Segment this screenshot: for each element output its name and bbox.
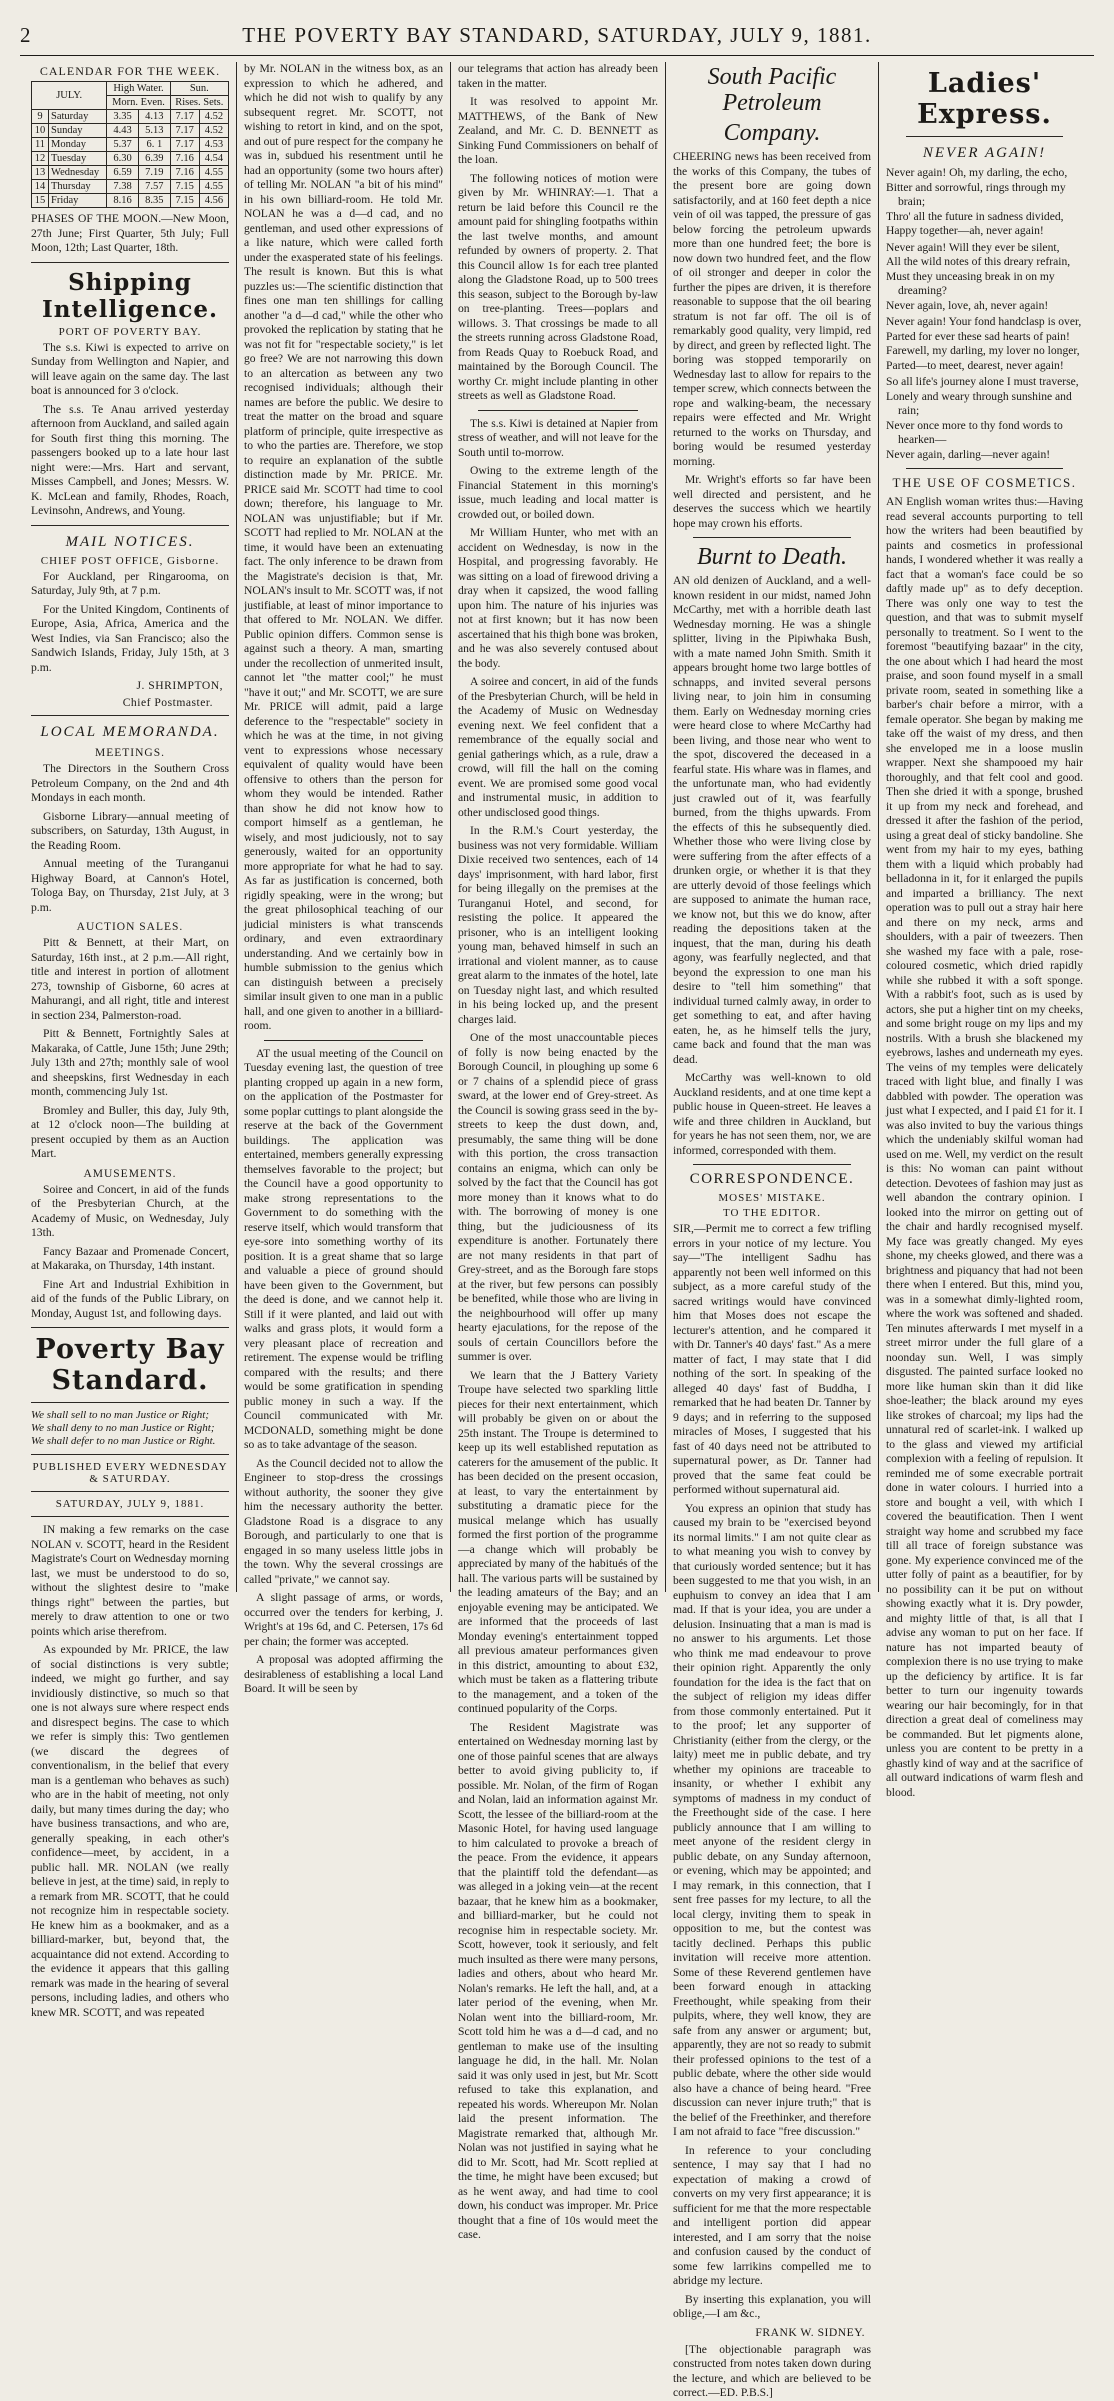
local-paragraph: Bromley and Buller, this day, July 9th, at 12 o'clock noon—The building at present occupied by them as an Auction Mart. — [31, 1103, 229, 1160]
column-2 — [236, 62, 450, 1695]
local-paragraph: Soiree and Concert, in aid of the funds of the Presbyterian Church, at the Academy of Music, on Wednesday, July 13th. — [31, 1182, 229, 1239]
divider — [264, 1040, 423, 1041]
news-paragraph: Mr William Hunter, who met with an accident on Wednesday, is now in the Hospital, and progressing favorably. He was sitting on a load of firewood driving a dray when it capsized, the wood falling upon him. The nature of his injuries was not at first known; but it has now been ascertained that his thigh bone was broken, and he was also severely contused about the body. — [458, 526, 658, 670]
burnt-paragraph: AN old denizen of Auckland, and a well-known resident in our midst, named John McCarthy, met with a horrible death last Wednesday morning. He was a shingle splitter, living in the Pipiwhaka Bush, with a mate named John Smith. Smith it appears brought home two large bottles of schnapps, and invited several persons living near, to join him in consuming them. Early on Wednesday morning cries were heard close to where McCarthy had been living, and those near who went to the spot, discovered the deceased in a fearful state. His whare was in flames, and the unfortunate man, who had evidently just crawled out of it, was fearfully burned, from the thighs upwards. From the effects of this he subsequently died. Whether those who were living close by were suffering from the after effects of a drunken orgie, or whether it is that they are utterly devoid of those feelings which are supposed to animate the human race, we know not, but this we do know, after reading the depositions taken at the inquest, that the man, during his death agony, was fearfully neglected, and that beyond the expression to one man his desire to "tell him something" that individual turned calmly away, in order to get something to eat, and after having eaten, he, as he himself tells the jury, came back and found that the man was dead. — [673, 574, 871, 1066]
news-paragraph: Owing to the extreme length of the Financial Statement in this morning's issue, much leading and local matter is crowded out, or boiled down. — [458, 464, 658, 521]
table-row: 12 Tuesday 6.30 6.39 7.16 4.54 — [32, 152, 229, 166]
moon-phases: PHASES OF THE MOON.—New Moon, 27th June; First Quarter, 5th July; Full Moon, 12th; Last Quarter, 18th. — [31, 212, 229, 254]
letter-paragraph: You express an opinion that study has caused my brain to be "exercised beyond its normal limits." I am not quite clear as to what meaning you wish to convey by that curiously worded sentence; but it has been suggested to me that you wish, in an euphuism to convey an idea that I am mad. If that is your idea, you are under a delusion. Insinuating that a man is mad is no answer to his arguments. Let those who think me mad endeavour to prove their opinion right. Apparently the only foundation for the idea is the fact that on the subject of religion my ideas differ from those commonly entertained. Put it to the proof; let any supporter of Christianity (either from the clergy, or the laity) meet me in public debate, and try whether my opinions are traceable to insanity, or whether I exhibit any symptoms of madness in my conduct of the Freethought side of the case. I here publicly announce that I am willing to meet anyone of the resident clergy in public debate, on any Sunday afternoon, or evening, which may be appointed; and I may remark, in this connection, that I sent free passes for my lecture, to all the local clergy, inviting them to speak in opposition to me, but the contest was tacitly declined. Perhaps this public invitation will receive more attention. Some of these Reverend gentlemen have been forward enough in attacking Freethought, while speaking from their pulpits, where, they well know, they are safe from any answer or argument; but, apparently, they are not so ready to submit their professed opinions to the test of a public debate, where the other side would also have a chance of being heard. "Free discussion can never injure truth;" that is the belief of the Freethinker, and therefore I am not afraid to face "free discussion." — [673, 1501, 871, 2138]
petroleum-heading: South Pacific Petroleum — [707, 64, 837, 116]
editorial-paragraph: As expounded by Mr. PRICE, the law of social distinctions is very subtle; indeed, we might go further, and say invidiously distinctive, so much so that one is not always sure where respect ends and disrespect begins. The case to which we refer is simply this: Two gentlemen (we discard the degrees of conventionalism, in the belief that every man is a gentleman who behaves as such) who are in the habit of meeting, not only daily, but many times during the day; who have business transactions, and who are, generally speaking, in each other's confidence—meet, by accident, in a public hall. MR. NOLAN (we really believe in jest, at the time) said, in reply to a remark from MR. SCOTT, that he could not recognize him in respectable society. He knew him as a bookmaker, and as a billiard-marker, but, beyond that, the acquaintance did not extend. According to the evidence it appears that this galling remark was made in the hearing of several persons, including ladies, and others who knew MR. SCOTT, and was repeated — [31, 1643, 230, 2019]
page-number: 2 — [20, 22, 32, 47]
letter-paragraph: SIR,—Permit me to correct a few trifling errors in your notice of my lecture. You say—"The intelligent Sadhu has apparently not been well informed on this subject, as a more careful study of the sacred writings would have convinced him that Moses does not escape the lecturer's attention, and he compared it with Dr. Tanner's 40 days' fast." As a mere matter of fact, I may state that I did nothing of the sort. In speaking of the alleged 40 days' fast of Buddha, I remarked that he had beaten Dr. Tanner by 9 days; and in referring to the supposed miracles of Moses, I suggested that his fast of 40 days need not be attributed to supernatural power, as Dr. Tanner had proved that the same feat could be performed without supernatural aid. — [673, 1222, 871, 1496]
divider — [906, 468, 1063, 469]
petroleum-heading-line2: Company. — [723, 120, 821, 146]
divider — [31, 1327, 229, 1328]
editorial-paragraph: IN making a few remarks on the case NOLAN v. SCOTT, heard in the Resident Magistrate's Court on Wednesday morning last, we must be understood to do so, without the slightest desire to "make things right" between the parties, but merely to draw attention to one or two points which arise therefrom. — [31, 1523, 230, 1638]
news-paragraph: The s.s. Kiwi is detained at Napier from stress of weather, and will not leave for the South until to-morrow. — [458, 416, 658, 459]
motto-line: We shall deny to no man Justice or Right; — [31, 1422, 215, 1434]
shipping-paragraph: The s.s. Te Anau arrived yesterday afternoon from Auckland, and sailed again for South first thing this morning. The passengers booked up to a late hour last night were:—Mrs. Hart and servant, Misses Campbell, and Jones; Messrs. W. K. McLean and family, Rhodes, Roach, Levinsohn, Andrews, and Young. — [31, 402, 229, 517]
column-5 — [878, 62, 1090, 1799]
letter-signature: FRANK W. SIDNEY. — [755, 2325, 865, 2339]
news-paragraph: The following notices of motion were given by Mr. WHINRAY:—1. That a return be laid before this Council re the amount paid for shingling footpaths within the last twelve months, and amount refunded by owners of property. 2. That this Council allow 1s for each tree planted along the Gladstone Road, up to 500 trees this season, subject to the Borough by-law on tree-planting. Trees—poplars and willows. 3. That crossings be made to all the streets running across Gladstone Road, from Reads Quay to Roebuck Road, and maintained by the Borough Council. The worthy Cr. might include planting in other streets as well as Gladstone Road. — [458, 171, 658, 402]
cal-head-sun: Sun. — [170, 82, 228, 96]
motto-line: We shall sell to no man Justice or Right; — [31, 1409, 210, 1421]
poem-stanza: Never again! Your fond handclasp is over, Parted for ever these sad hearts of pain! Farewell, my darling, my lover no longer, Parted—to meet, dearest, never again! — [886, 315, 1082, 372]
masthead-rule — [20, 55, 1094, 56]
published-line: PUBLISHED EVERY WEDNESDAY & SATURDAY. — [32, 1461, 228, 1485]
table-row: 15 Friday 8.16 8.35 7.15 4.56 — [32, 194, 229, 208]
table-row: 14 Thursday 7.38 7.57 7.15 4.55 — [32, 180, 229, 194]
auction-subheading: AUCTION SALES. — [76, 921, 184, 933]
local-heading: LOCAL MEMORANDA. — [40, 724, 220, 740]
editorial-paragraph: by Mr. NOLAN in the witness box, as an expression to which he adhered, and which he did not wish to qualify by any subsequent regret. Mr. SCOTT, not wishing to retort in kind, and on the spot, and out of pure respect for the company he was in, subdued his resentment until he had an opportunity (some two hours after) of telling Mr. NOLAN "a bit of his mind" in his own billiard-room. He told Mr. NOLAN he was a d—d cad, and no gentleman, and used other expressions of a like nature, which were called forth under the exasperated state of his feelings. The result is known. But this is what puzzles us:—The scientific distinction that fines one man ten shillings for calling another "a d—d cad," while the other who provoked the replication by stating that he was not fit for "respectable society," is let go free? We are not narrowing this down to an altercation as between any two recognised individuals; although their names are before the public. We desire to treat the matter on the broad and square platform of principle, quite irrespective as to who the parties are. Therefore, we stop to require an explanation of the subtle distinction made by Mr. PRICE. Mr. PRICE said Mr. SCOTT had time to cool down; therefore, his language to Mr. NOLAN was unjustifiable; but if Mr. SCOTT had replied to Mr. NOLAN at the time, it would have been an extenuating fact. The only inference to be drawn from the Magistrate's decision is that, Mr. NOLAN's insult to Mr. SCOTT was, if not justifiable, at least of minor importance to that offered to Mr. NOLAN. We differ. Public opinion differs. Common sense is against such a theory. A man, smarting under the recollection of unmerited insult, cannot let "the matter cool;" he must "have it out;" and Mr. SCOTT, we are sure Mr. PRICE will admit, paid a large deference to the "respectable" society in which he was at the time, in not giving vent to expressions whose necessary equivalent of quality would have been offensive to others than the person for whom they would be intended. Rather than show he did not know how to comport himself as a gentleman, he wisely, and most judiciously, not to say generously, waited for an opportunity more appropriate for what he had to say. As far as justification is concerned, both rigidly speaking, were in the wrong; but the great philosophical teaching of our judicial ministers is what transcends ordinary, and even extraordinary understanding. And we certainly bow in humble submission to the genius which can distinguish between a precisely similar insult given to one man in a public hall, and one given to another in a billiard-room. — [244, 62, 443, 1032]
mail-office: CHIEF POST OFFICE, Gisborne. — [40, 554, 220, 567]
cal-head-rises-sets: Rises. Sets. — [170, 96, 228, 110]
mail-paragraph: For Auckland, per Ringarooma, on Saturday, July 9th, at 7 p.m. — [31, 569, 229, 597]
mistake-heading: MOSES' MISTAKE. — [718, 1192, 826, 1204]
column-3 — [450, 62, 665, 2241]
divider — [693, 537, 851, 538]
divider — [478, 410, 638, 411]
mail-signer-title: Chief Postmaster. — [122, 696, 213, 709]
local-paragraph: Annual meeting of the Turanganui Highway Board, at Cannon's Hotel, Tologa Bay, on Thursday, 21st July, at 3 p.m. — [31, 857, 229, 914]
cal-head-month: JULY. — [32, 82, 107, 110]
cal-head-high-water: High Water. — [107, 82, 170, 96]
news-paragraph: It was resolved to appoint Mr. MATTHEWS, of the Bank of New Zealand, and Mr. C. D. BENNETT as Sinking Fund Commissioners on behalf of the loan. — [458, 95, 658, 166]
cal-head-morn-even: Morn. Even. — [107, 96, 170, 110]
editor-note: [The objectionable paragraph was constructed from notes taken down during the lecture, and which are believed to be correct.—ED. P.B.S.] — [673, 2342, 871, 2399]
burnt-heading: Burnt to Death. — [697, 544, 847, 570]
letter-paragraph: In reference to your concluding sentence, I may say that I had no expectation of making a crowd of converts on my very first appearance; it is sufficient for me that the more respectable and intelligent portion did appear interested, and I am sorry that the noise and confusion caused by the conduct of some few larrikins compelled me to abridge my lecture. — [673, 2143, 871, 2287]
cosmetics-paragraph: AN English woman writes thus:—Having read several accounts purporting to tell how the writers had been beautified by paints and cosmetics in professional hands, I wondered whether it was really a fact that a woman's face could be so daftly made up" as to defy deception. There was only one way to test the question, and that was to submit myself personally to treatment. So I went to the foremost "beautifying bazaar" in the city, the one about which I had heard the most praise, and soon found myself in a small private room, seated in something like a barber's chair before a mirror, with a female operator. She began by making me take off the waist of my dress, and then she enveloped me in a loose muslin wrapper. Next she shampooed my hair thoroughly, and that felt cool and good. Then she dried it with a sponge, brushed it up from my neck and forehead, and dressed it after the fashion of the period, using a great deal of sticky bandoline. She went from my hair to my eyes, bathing them with a liquid which probably had belladonna in it, for it enlarged the pupils and imparted a brilliancy. The next operation was to pull out a stray hair here and there on my neck, arms and shoulders, with a pair of tweezers. Then she washed my face with a pale, rose-coloured cosmetic, which dried rapidly while she rubbed it with a soft sponge. With a rabbit's foot, such as is used by actors, she put a higher tint on my cheeks, and some bright rouge on my lips and my nostrils. With a brush she blackened my eyebrows, lashes and underneath my eyes. The veins of my temples were delicately traced with light blue, and finally I was dabbled with powder. The operation was just what I expected, and I paid £1 for it. I was also invited to buy the various things which the undeniably skilful woman had used on me. Well, my verdict on the result is this: No woman can paint without detection. Devotees of fashion may just as well abandon the contrary opinion. I looked into the mirror on getting out of the chair and hardly recognised myself. My face was greatly changed. My eyes shone, my cheeks glowed, and there was a brightness and piquancy that had not been there when I entered. But this, mind you, was in a somewhat dimly-lighted room, where the work was softened and shaded. Ten minutes afterwards I met myself in a street mirror under the full glare of a noonday sun. Well, I was simply disgusted. The painted surface looked no more like human skin than it did like shoe-leather; the black around my eyes like strokes of charcoal; my lips had the unnatural red of scarlet-ink. I walked up to the glass and viewed my artificial complexion with a feeling of repulsion. It reminded me of some execrable portrait done in water colours. I hurried into a store and bought a veil, with which I covered the beautification. Then I went straight way home and scrubbed my face till all trace of foreign substance was gone. My experience convinced me of the utter folly of paint as a beautifier, for by no possibility can it be put on without showing exactly what it is. Dry powder, and mighty little of that, is all that I advise any woman to put on her face. If nature has not imparted beauty of complexion there is no use trying to make up the deficiency by artifice. It is far better to turn our ingenuity towards wearing our hair becomingly, for in that direction a great deal of comeliness may be commanded. But let pigments alone, unless you are content to be pretty in a ghastly kind of way and at the sacrifice of all outward indications of warm flesh and blood. — [886, 495, 1083, 1799]
mail-signer: J. SHRIMPTON, — [136, 679, 223, 692]
petroleum-paragraph: CHEERING news has been received from the works of this Company, the tubes of the present bore are going down satisfactorily, and at 160 feet depth a nice vein of oil was tapped, the pressure of gas below forcing the petroleum upwards more than one hundred feet; the bore is now down two hundred feet, and the flow of oil stronger and deeper in color the further the pipes are driven, it is therefore reasonable to suppose that the oil bearing stratum is not far off. The oil is of remarkably good quality, very limpid, red by direct, and green by reflected light. The boring was stopped temporarily on Wednesday last to allow for repairs to the temper screw, which connects between the rope and walking-beam, the necessary repairs were effected and Mr. Wright returned to the works on Thursday, and boring would be resumed yesterday morning. — [673, 150, 871, 468]
poem-stanza: So all life's journey alone I must traverse, Lonely and weary through sunshine and rain; Never once more to thy fond words to hearken— Never again, darling—never again! — [886, 375, 1079, 461]
cosmetics-heading: THE USE OF COSMETICS. — [892, 475, 1077, 490]
correspondence-heading: CORRESPONDENCE. — [689, 1171, 855, 1187]
standard-heading: Poverty Bay Standard. — [35, 1334, 225, 1396]
letter-paragraph: By inserting this explanation, you will oblige,—I am &c., — [673, 2292, 871, 2320]
amusements-subheading: AMUSEMENTS. — [83, 1167, 177, 1180]
council-paragraph: A proposal was adopted affirming the desirableness of establishing a local Land Board. It will be seen by — [244, 1653, 443, 1695]
news-paragraph: In the R.M.'s Court yesterday, the business was not very formidable. William Dixie received two sentences, each of 14 days' imprisonment, with hard labor, first for being illegally on the premises at the Turanganui Hotel, and second, for resisting the police. It appeared the prisoner, who is an intelligent looking young man, behaved himself in such an irrational and violent manner, as to cause great alarm to the inmates of the hotel, late on Tuesday night last, and which resulted in his being locked up, and the present charges laid. — [458, 824, 658, 1026]
divider — [31, 715, 229, 716]
shipping-paragraph: The s.s. Kiwi is expected to arrive on Sunday from Wellington and Napier, and will leave again on the same day. The last boat is announced for 3 o'clock. — [31, 340, 229, 397]
table-row: 10 Sunday 4.43 5.13 7.17 4.52 — [32, 124, 229, 138]
shipping-heading: Shipping Intelligence. — [41, 268, 219, 323]
table-row: 9 Saturday 3.35 4.13 7.17 4.52 — [32, 110, 229, 124]
divider — [31, 1402, 229, 1403]
news-paragraph: our telegrams that action has already been taken in the matter. — [458, 62, 658, 90]
divider — [693, 1164, 851, 1165]
divider — [31, 1516, 229, 1517]
mail-heading: MAIL NOTICES. — [65, 533, 195, 550]
to-editor: TO THE EDITOR. — [722, 1207, 822, 1219]
table-row: 11 Monday 5.37 6. 1 7.17 4.53 — [32, 138, 229, 152]
shipping-port: PORT OF POVERTY BAY. — [58, 325, 202, 338]
table-row: 13 Wednesday 6.59 7.19 7.16 4.55 — [32, 166, 229, 180]
motto-line: We shall defer to no man Justice or Right. — [31, 1435, 216, 1447]
mail-paragraph: For the United Kingdom, Continents of Europe, Asia, Africa, America and the West Indies, via San Francisco; also the Sandwich Islands, Friday, July 15th, at 3 p.m. — [31, 602, 229, 674]
divider — [31, 1491, 229, 1492]
divider — [31, 525, 229, 526]
poem-stanza: Never again! Oh, my darling, the echo, Bitter and sorrowful, rings through my brain; Thro' all the future in sadness divided, Happy together—ah, never again! — [886, 166, 1068, 237]
divider — [31, 262, 229, 263]
council-paragraph: A slight passage of arms, or words, occurred over the tenders for kerbing, J. Wright's at 19s 6d, and C. Petersen, 17s 6d per chain; the former was accepted. — [244, 1591, 443, 1648]
petroleum-paragraph: Mr. Wright's efforts so far have been well directed and persistent, and he deserves the success which we heartily hope may crown his efforts. — [673, 473, 871, 530]
local-paragraph: The Directors in the Southern Cross Petroleum Company, on the 2nd and 4th Mondays in each month. — [31, 762, 229, 804]
meetings-subheading: MEETINGS. — [94, 747, 165, 759]
local-paragraph: Gisborne Library—annual meeting of subscribers, on Saturday, 13th August, in the Reading Room. — [31, 809, 229, 852]
local-paragraph: Fancy Bazaar and Promenade Concert, at Makaraka, on Thursday, 14th instant. — [31, 1244, 229, 1272]
local-paragraph: Pitt & Bennett, Fortnightly Sales at Makaraka, of Cattle, June 15th; June 29th; July 13th and 27th; monthly sale of wool and sheepskins, first Wednesday in each month, commencing July 1st. — [31, 1027, 229, 1098]
calendar-table — [31, 81, 229, 208]
column-1 — [24, 62, 236, 2019]
columns — [24, 62, 1090, 2399]
newspaper-title: THE POVERTY BAY STANDARD, SATURDAY, JULY 9, 1881. — [242, 22, 872, 47]
news-paragraph: One of the most unaccountable pieces of folly is now being enacted by the Borough Council, in ploughing up some 6 or 7 chains of a splendid piece of grass sward, at the lower end of Grey-street. As the Council is sowing grass seed in the by-streets to keep the dust down, and, presumably, the same thing will be done with this portion, the cross transaction contains an enigma, which can only be solved by the fact that the Council has got more money than it knows what to do with. The borrowing of money is one thing, but the judiciousness of its expenditure is another. Fortunately there are not many residents in that part of Grey-street, and as the Borough fare stops at the river, but few persons can possibly be benefited, while those who are living in the neighbourhood will offer up many hearty ejaculations, for the repose of the souls of certain Councillors before the summer is over. — [458, 1031, 658, 1363]
masthead — [20, 22, 1094, 48]
council-paragraph: As the Council decided not to allow the Engineer to stop-dress the crossings without authority, the sooner they give him the necessary authority the better. Gladstone Road is a disgrace to any Borough, and particularly to one that is engaged in so many useless little jobs in the town. Why the several crossings are called "private," we cannot say. — [244, 1456, 443, 1586]
burnt-paragraph: McCarthy was well-known to old Auckland residents, and at one time kept a public house in Queen-street. He leaves a wife and three children in Auckland, but for years he has not seen them, nor, we are informed, corresponded with them. — [673, 1071, 871, 1157]
poem-stanza: Never again! Will they ever be silent, All the wild notes of this dreary refrain, Must they unceasing break in on my dreaming? Never again, love, ah, never again! — [886, 240, 1071, 312]
poem-title: NEVER AGAIN! — [922, 145, 1047, 161]
column-4 — [665, 62, 878, 2399]
council-paragraph: AT the usual meeting of the Council on Tuesday evening last, the question of tree planting cropped up again in a new form, on the application of the Postmaster for some poplar cuttings to plant alongside the reserve at the back of the Government buildings. The application was entertained, members generally expressing themselves favorable to the project; but the Council have a good opportunity to make strong representations to the Government to do something with the reserve itself, which would transform that eye-sore into something worthy of its position. It is a great shame that so large and valuable a piece of ground should have been given to the Government, but the deed is done, and we cannot help it. Still if it were planted, and laid out with walks and grass plots, it would form a very pleasant place of recreation and retirement. The expense would be trifling compared with the results; and there would be some gratification in spending public money in such a way. If the Council communicated with Mr. MCDONALD, something might be done so as to take advantage of the season. — [244, 1046, 443, 1451]
divider — [906, 136, 1063, 137]
divider — [31, 1454, 229, 1455]
news-paragraph: A soiree and concert, in aid of the funds of the Presbyterian Church, will be held in the Academy of Music on Wednesday evening next. We feel confident that a remembrance of the equally social and genial gatherings which, as a rule, draw a crowd, will fill the hall on the coming event. We are promised some good vocal and instrumental music, in addition to other undisclosed good things. — [458, 675, 658, 819]
issue-date: SATURDAY, JULY 9, 1881. — [55, 1498, 205, 1510]
news-paragraph: We learn that the J Battery Variety Troupe have selected two sparkling little pieces for their next entertainment, which will probably be given on or about the 25th instant. The Troupe is determined to keep up its well established reputation as caterers for the amusement of the public. It has been decided on the present occasion, at least, to vary the entertainment by substituting a dramatic piece for the musical melange which has usually formed the first portion of the programme—a change which will probably be appreciated by many of the habitués of the hall. The various parts will be sustained by the leading amateurs of the Bay; and an enjoyable evening may be anticipated. We are informed that the proceeds of last Monday evening's entertainment topped all previous amateur performances given in this district, amounting to about £32, which must be taken as a flattering tribute to the management, and a token of the continued popularity of the Corps. — [458, 1368, 658, 1715]
local-paragraph: Pitt & Bennett, at their Mart, on Saturday, 16th inst., at 2 p.m.—All right, title and interest in portion of allotment 273, township of Gisborne, 60 acres at Mahurangi, and all right, title and interest in section 234, Palmerston-road. — [31, 936, 229, 1022]
news-paragraph: The Resident Magistrate was entertained on Wednesday morning last by one of those painful scenes that are always better to avoid giving publicity to, if possible. Mr. Nolan, of the firm of Rogan and Nolan, laid an information against Mr. Scott, the lessee of the billiard-room at the Masonic Hotel, for having used language to him calculated to provoke a breach of the peace. From the evidence, it appears that the plaintiff told the defendant—as was alleged in a joking vein—at the recent bazaar, that he knew him as a bookmaker, and billiard-marker, but he could not recognise him in respectable society. Mr. Scott, however, took it seriously, and felt much insulted as there were many persons, ladies and others, about who heard Mr. Nolan's remarks. He left the hall, and, at a later period of the evening, when Mr. Nolan went into the billiard-room, Mr. Scott told him he was a d—d cad, and no gentleman to make use of the insulting language he did, in the hall. Mr. Nolan said it was only used in jest, but Mr. Scott refused to take this explanation, and repeated his words. Whereupon Mr. Nolan laid the present information. The Magistrate remarked that, although Mr. Nolan was not justified in saying what he did to Mr. Scott, had Mr. Scott replied at the time, he might have been excused; but as he went away, and had time to cool down, his conduct was improper. Mr. Price thought that a fine of 10s would meet the case. — [458, 1720, 658, 2241]
ladies-heading: Ladies' Express. — [917, 68, 1052, 130]
local-paragraph: Fine Art and Industrial Exhibition in aid of the funds of the Public Library, on Monday, August 1st, and following days. — [31, 1277, 229, 1320]
calendar-title: CALENDAR FOR THE WEEK. — [39, 64, 221, 78]
